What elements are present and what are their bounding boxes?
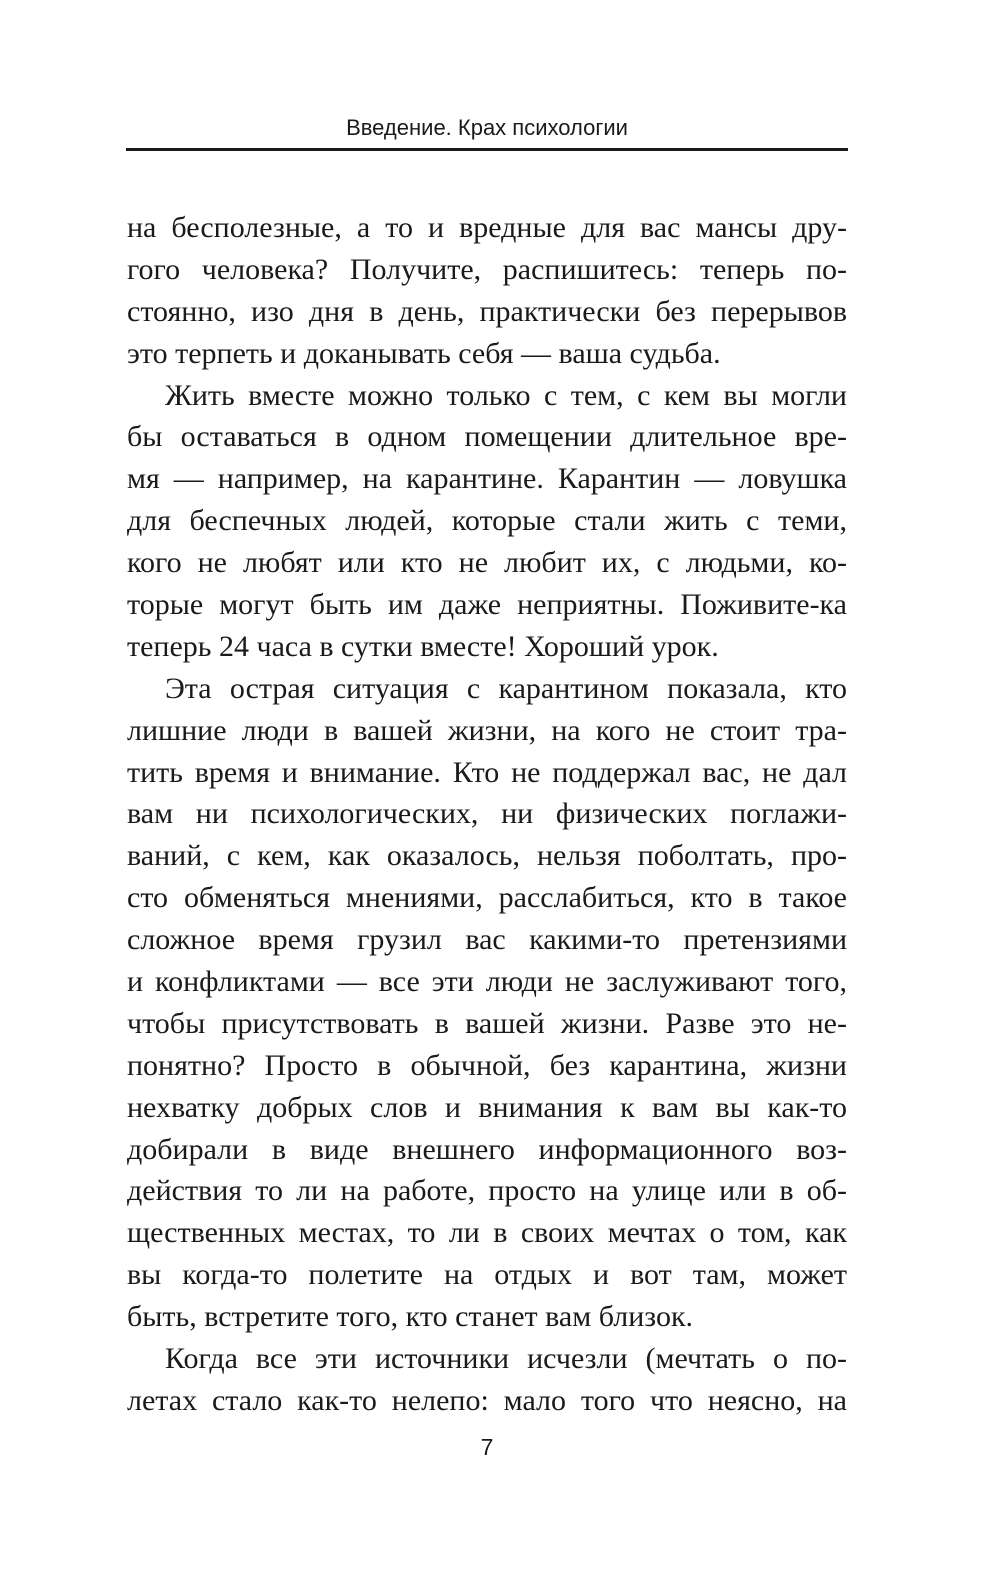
- text-line: вы когда-то полетите на отдых и вот там, может: [127, 1258, 847, 1292]
- text-line: вам ни психологических, ни физических поглажи-: [127, 797, 847, 831]
- text-line: Жить вместе можно только с тем, с кем вы могли: [165, 378, 847, 412]
- text-line: сто обменяться мнениями, расслабиться, кто в такое: [127, 881, 847, 915]
- text-line: мя — например, на карантине. Карантин — ловушка: [127, 462, 847, 496]
- text-line: кого не любят или кто не любит их, с людьми, ко-: [127, 546, 847, 580]
- running-head: Введение. Крах психологии: [346, 115, 628, 140]
- text-line: щественных местах, то ли в своих мечтах о том, как: [127, 1216, 847, 1250]
- text-line: летах стало как-то нелепо: мало того что неясно, на: [127, 1383, 847, 1417]
- text-line: чтобы присутствовать в вашей жизни. Разве это не-: [127, 1006, 847, 1040]
- text-line: действия то ли на работе, просто на улице или в об-: [127, 1174, 847, 1208]
- text-line: быть, встретите того, кто станет вам близок.: [127, 1300, 694, 1334]
- text-line: на бесполезные, а то и вредные для вас мансы дру-: [127, 211, 847, 244]
- text-line: нехватку добрых слов и внимания к вам вы как-то: [127, 1090, 847, 1124]
- text-line: стоянно, изо дня в день, практически без перерывов: [127, 294, 847, 328]
- text-line: понятно? Просто в обычной, без карантина, жизни: [127, 1048, 847, 1082]
- text-line: лишние люди в вашей жизни, на кого не стоит тра-: [127, 713, 847, 747]
- page-number: 7: [480, 1434, 494, 1460]
- text-line: Когда все эти источники исчезли (мечтать о по-: [165, 1342, 847, 1376]
- text-line: сложное время грузил вас какими-то претензиями: [127, 923, 847, 957]
- text-line: бы оставаться в одном помещении длительное вре-: [127, 420, 847, 454]
- text-line: ваний, с кем, как оказалось, нельзя поболтать, про-: [127, 839, 847, 873]
- text-line: добирали в виде внешнего информационного воз-: [127, 1132, 847, 1166]
- text-line: Эта острая ситуация с карантином показала, кто: [165, 671, 847, 705]
- header-rule: [126, 148, 848, 151]
- body-text: [127, 207, 847, 1422]
- text-line: теперь 24 часа в сутки вместе! Хороший урок.: [127, 629, 719, 663]
- text-line: это терпеть и доканывать себя — ваша судьба.: [127, 336, 721, 370]
- text-line: для беспечных людей, которые стали жить с теми,: [127, 504, 847, 538]
- text-line: и конфликтами — все эти люди не заслуживают того,: [127, 965, 847, 999]
- text-line: гого человека? Получите, распишитесь: теперь по-: [127, 252, 847, 286]
- text-line: торые могут быть им даже неприятны. Поживите-ка: [127, 588, 847, 622]
- text-line: тить время и внимание. Кто не поддержал вас, не дал: [127, 755, 847, 789]
